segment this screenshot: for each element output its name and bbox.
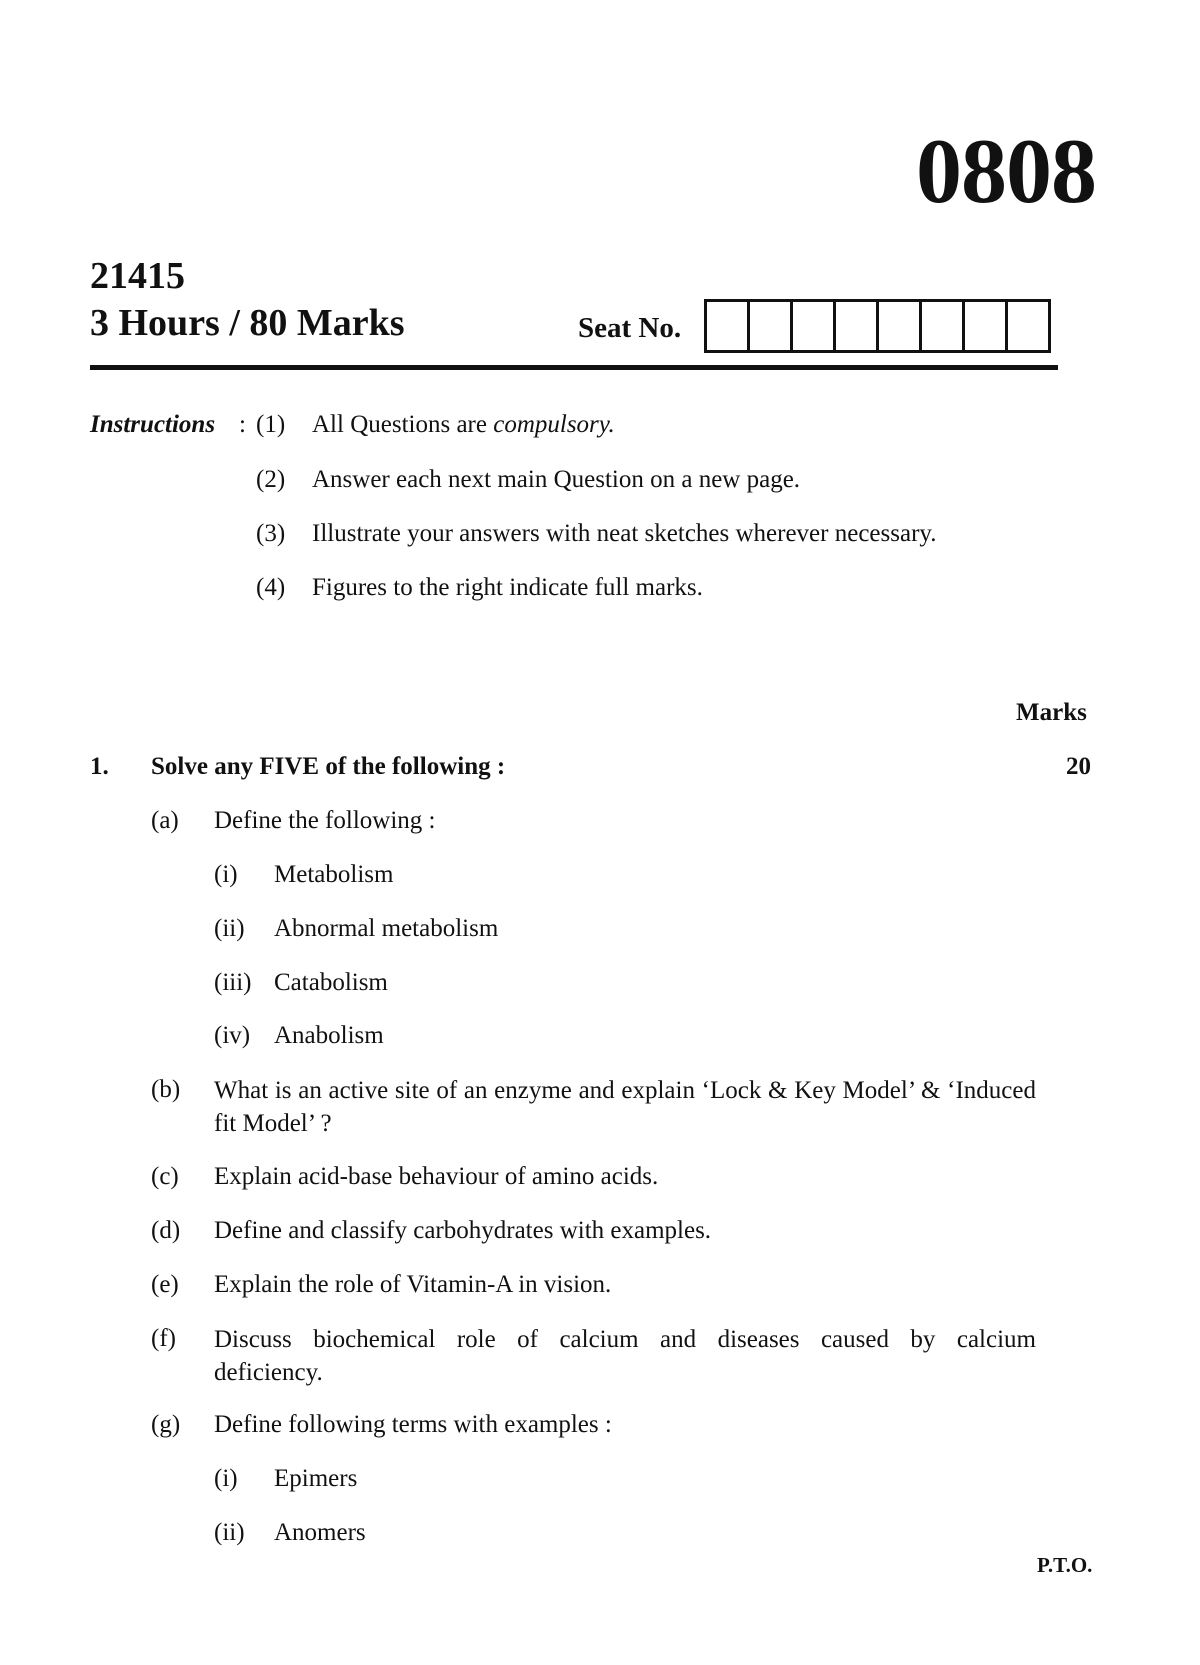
duration-marks: 3 Hours / 80 Marks: [90, 302, 405, 344]
subpart-label: (ii): [214, 915, 245, 942]
question-title: Solve any FIVE of the following :: [151, 753, 506, 780]
seat-box[interactable]: [707, 302, 750, 350]
question-number: 1.: [90, 753, 109, 780]
seat-box[interactable]: [793, 302, 836, 350]
instructions-label: Instructions: [90, 411, 216, 438]
subpart-text: Catabolism: [274, 969, 388, 996]
instructions-separator: :: [239, 411, 246, 438]
subpart-text: Anomers: [274, 1519, 366, 1546]
subpart-text: Epimers: [274, 1465, 358, 1492]
part-label: (c): [151, 1163, 179, 1190]
part-label: (f): [151, 1325, 176, 1352]
seat-number-boxes[interactable]: [704, 299, 1051, 353]
subpart-label: (i): [214, 861, 238, 888]
seat-box[interactable]: [1008, 302, 1048, 350]
header-divider: [90, 365, 1058, 370]
page-turn-note: P.T.O.: [1037, 1553, 1093, 1577]
instruction-number: (3): [256, 520, 286, 547]
part-text: Discuss biochemical role of calcium and diseases caused by calcium deficiency.: [214, 1326, 1036, 1386]
part-text: Define and classify carbohydrates with examples.: [214, 1217, 712, 1244]
instruction-text: Illustrate your answers with neat sketches wherever necessary.: [312, 520, 937, 547]
part-text: What is an active site of an enzyme and explain ‘Lock & Key Model’ & ‘Induced fit Model’ ?: [214, 1077, 1036, 1137]
part-label: (b): [151, 1076, 181, 1103]
part-text: Define the following :: [214, 807, 436, 834]
instruction-number: (2): [256, 466, 286, 493]
seat-box[interactable]: [965, 302, 1008, 350]
instruction-emphasis: compulsory.: [493, 411, 615, 438]
subpart-text: Metabolism: [274, 861, 394, 888]
instruction-text: Answer each next main Question on a new page.: [312, 466, 801, 493]
part-text: Explain the role of Vitamin-A in vision.: [214, 1271, 612, 1298]
subpart-label: (iv): [214, 1022, 251, 1049]
instruction-number: (1): [256, 411, 286, 438]
subpart-label: (ii): [214, 1519, 245, 1546]
part-label: (d): [151, 1217, 181, 1244]
seat-number-label: Seat No.: [578, 312, 682, 344]
part-label: (g): [151, 1411, 181, 1438]
subject-code: 21415: [90, 255, 185, 297]
paper-code: 0808: [916, 120, 1096, 222]
subpart-label: (iii): [214, 969, 252, 996]
part-text: Define following terms with examples :: [214, 1411, 612, 1438]
seat-box[interactable]: [750, 302, 793, 350]
subpart-label: (i): [214, 1465, 238, 1492]
instruction-text: All Questions are compulsory.: [312, 411, 615, 438]
subpart-text: Abnormal metabolism: [274, 915, 499, 942]
question-marks: 20: [1066, 753, 1091, 780]
marks-column-header: Marks: [1016, 699, 1087, 726]
seat-box[interactable]: [922, 302, 965, 350]
instruction-number: (4): [256, 574, 286, 601]
instruction-text: Figures to the right indicate full marks.: [312, 574, 703, 601]
part-label: (a): [151, 807, 179, 834]
seat-box[interactable]: [836, 302, 879, 350]
part-label: (e): [151, 1271, 179, 1298]
subpart-text: Anabolism: [274, 1022, 384, 1049]
part-text: Explain acid-base behaviour of amino acids.: [214, 1163, 659, 1190]
seat-box[interactable]: [879, 302, 922, 350]
